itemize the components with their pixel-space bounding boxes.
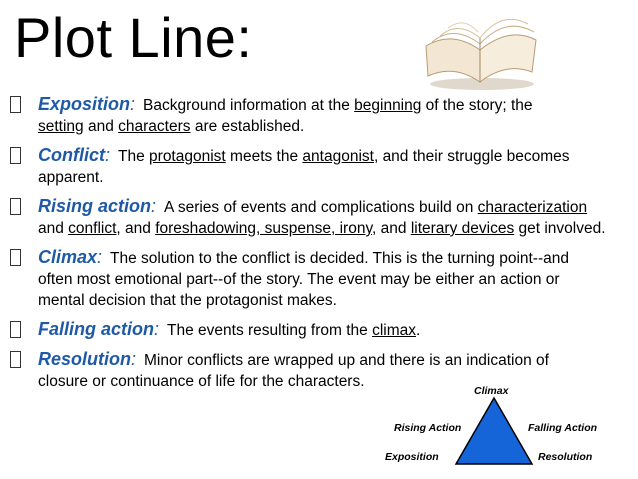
item-text: mental decision that the protagonist makes. [38,292,337,309]
underlined-term: foreshadowing, suspense, irony [155,220,373,237]
page-title: Plot Line: [14,6,253,69]
item-text: , and their struggle becomes [373,148,570,165]
term-label: Conflict [38,145,105,165]
underlined-term: antagonist [302,148,374,165]
item-text: , and [116,220,156,237]
underlined-term: literary devices [410,220,515,237]
plot-item-exposition [8,94,630,137]
item-text: apparent. [38,169,104,186]
item-line [38,94,630,116]
item-line [38,290,630,311]
term-colon: : [131,349,137,369]
item-text: The solution to the conflict is decided. This is the turning point--and [110,250,569,267]
underlined-term: characters [118,118,191,135]
item-text: The [118,148,150,165]
underlined-term: setting [38,118,84,135]
term-label: Falling action [38,319,155,339]
term-label: Rising action [38,196,152,216]
item-text: , and [372,220,411,237]
rising-action-label: Rising Action [394,422,462,434]
bullet-box-icon [10,351,21,368]
bullet-box-icon [10,249,21,266]
item-text: . [416,322,421,339]
term-colon: : [130,94,136,114]
resolution-label: Resolution [538,451,593,463]
bullet-box-icon [10,198,21,215]
item-line [38,196,630,218]
plot-item-falling-action [8,319,630,341]
bullet-box-icon [10,321,21,338]
item-line [38,269,630,290]
plot-terms-list [8,94,630,392]
term-colon: : [154,319,160,339]
term-label: Exposition [38,94,131,114]
item-text: The events resulting from the [167,322,373,339]
item-text: closure or continuance of life for the characters. [38,373,365,390]
item-line [38,218,630,239]
item-text: Minor conflicts are wrapped up and there is an indication of [144,352,549,369]
plot-item-conflict [8,145,630,188]
open-book-icon [418,6,542,92]
term-label: Climax [38,247,98,267]
item-line [38,145,630,167]
bullet-box-icon [10,147,21,164]
exposition-label: Exposition [385,451,439,463]
item-line [38,167,630,188]
item-text: get involved. [514,220,606,237]
term-colon: : [105,145,111,165]
plot-item-climax [8,247,630,311]
plot-triangle [456,398,532,464]
item-text: are established. [190,118,305,135]
item-text: A series of events and complications build on [164,199,478,216]
item-line [38,247,630,269]
term-colon: : [97,247,103,267]
falling-action-label: Falling Action [528,422,598,434]
item-text: Background information at the [143,97,355,114]
plot-item-rising-action [8,196,630,239]
item-text: of the story; the [421,97,533,114]
underlined-term: beginning [354,97,422,114]
item-line [38,319,630,341]
climax-label: Climax [474,385,509,397]
item-text: often most emotional part--of the story. The event may be either an action or [38,271,560,288]
item-text: and [83,118,119,135]
item-line [38,349,630,371]
item-text: and [38,220,69,237]
bullet-box-icon [10,96,21,113]
term-colon: : [151,196,157,216]
item-text: meets the [225,148,303,165]
underlined-term: climax [372,322,416,339]
underlined-term: characterization [477,199,588,216]
item-line [38,116,630,137]
underlined-term: conflict [68,220,117,237]
term-label: Resolution [38,349,131,369]
underlined-term: protagonist [149,148,226,165]
